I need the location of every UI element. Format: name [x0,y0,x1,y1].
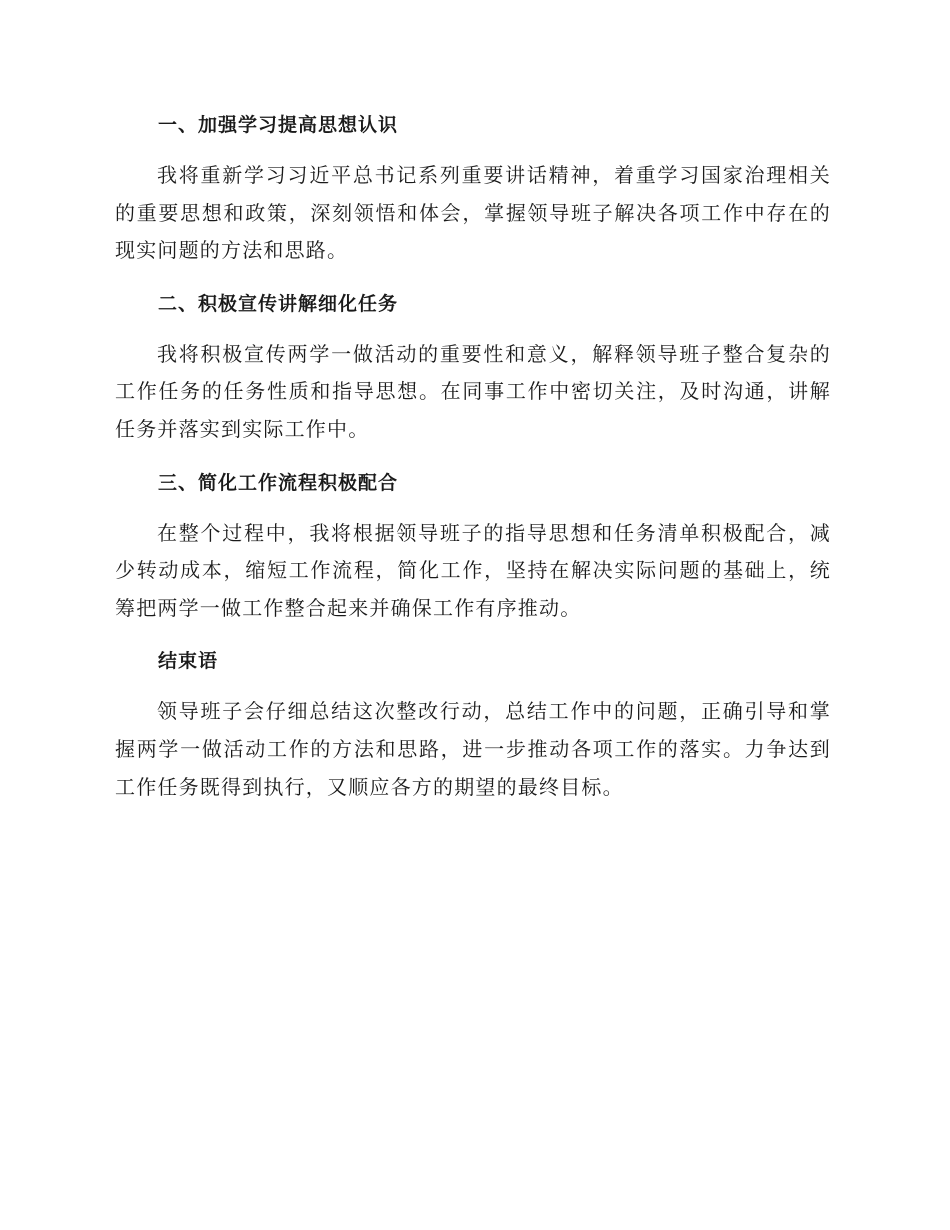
section-paragraph: 领导班子会仔细总结这次整改行动，总结工作中的问题，正确引导和掌握两学一做活动工作的方法和思路，进一步推动各项工作的落实。力争达到工作任务既得到执行，又顺应各方的期望的最终目标。 [115,699,831,799]
section-heading: 一、加强学习提高思想认识 [158,114,399,136]
section-paragraph: 我将积极宣传两学一做活动的重要性和意义，解释领导班子整合复杂的工作任务的任务性质和指导思想。在同事工作中密切关注，及时沟通，讲解任务并落实到实际工作中。 [115,341,831,441]
section-paragraph: 我将重新学习习近平总书记系列重要讲话精神，着重学习国家治理相关的重要思想和政策，深刻领悟和体会，掌握领导班子解决各项工作中存在的现实问题的方法和思路。 [115,163,831,263]
section-strengthen-learning [115,110,831,270]
section-simplify-workflow [115,468,831,628]
document-body [115,110,831,825]
section-heading: 三、简化工作流程积极配合 [158,471,399,494]
section-promote-tasks [115,289,831,449]
section-heading: 结束语 [158,650,219,673]
section-paragraph: 在整个过程中，我将根据领导班子的指导思想和任务清单积极配合，减少转动成本，缩短工作流程，简化工作，坚持在解决实际问题的基础上，统筹把两学一做工作整合起来并确保工作有序推动。 [115,520,831,620]
section-heading: 二、积极宣传讲解细化任务 [158,292,399,315]
section-conclusion [115,646,831,806]
